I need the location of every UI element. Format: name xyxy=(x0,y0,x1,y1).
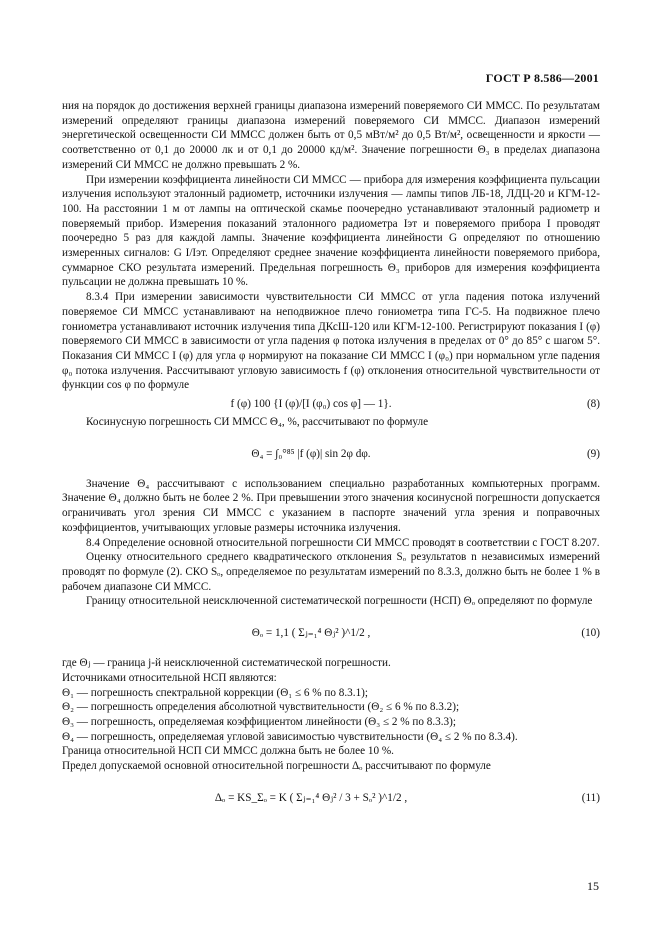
paragraph: Косинусную погрешность СИ ММСС Θ₄, %, рассчитывают по формуле xyxy=(86,416,429,429)
paragraph: Оценку относительного среднего квадратического отклонения Sₒ результатов n независимых измерений проводят по формуле (2). СКО Sₒ, определяемое по результатам измерений по 8.3.3, должно быть не более 1 % в рабочем диапазоне СИ ММСС. xyxy=(62,551,600,593)
paragraph: Источниками относительной НСП являются: xyxy=(62,671,277,684)
equation-number: (8) xyxy=(586,398,600,411)
list-item: Θ₂ — погрешность определения абсолютной чувствительности (Θ₂ ≤ 6 % по 8.3.2); xyxy=(62,701,460,714)
list-item: Θ₄ — погрешность, определяемая угловой зависимостью чувствительности (Θ₄ ≤ 2 % по 8.3.4). xyxy=(62,730,518,743)
page-body xyxy=(62,99,600,821)
paragraph: 8.3.4 При измерении зависимости чувствительности СИ ММСС от угла падения потока излучений поверяемое СИ ММСС устанавливают на неподвижное плечо гониометра типа ГС-5. На подвижное плечо гониометра устанавливают источник излучения типа ДКсШ-120 или КГМ-12-100. Регистрируют показания I (φ) поверяемого СИ ММСС в зависимости от угла падения φ потока излучения в пределах от 0° до 85° с шагом 5°. Показания СИ ММСС I (φ) для угла φ нормируют на показание СИ ММСС I (φ₀) при нормальном угле падения φ₀ потока излучения. Рассчитывают угловую зависимость f (φ) отклонения относительной чувствительности от функции cos φ по формуле xyxy=(62,291,600,392)
list-item: Θ₁ — погрешность спектральной коррекции (Θ₁ ≤ 6 % по 8.3.1); xyxy=(62,686,368,699)
equation-10 xyxy=(62,613,600,653)
equation-formula: Θₒ = 1,1 ( Σⱼ₌₁⁴ Θⱼ² )^1/2 , xyxy=(251,627,371,640)
equation-formula: Θ₄ = ∫₀°⁸⁵ |f (φ)| sin 2φ dφ. xyxy=(251,447,371,460)
page-number: 15 xyxy=(587,879,599,893)
paragraph: ния на порядок до достижения верхней границы диапазона измерений поверяемого СИ ММСС. По результатам измерений определяют границы диапазона измерений поверяемого СИ ММСС. Диапазон измерений энергетической освещенности СИ ММСС должен быть от 0,5 мВт/м² до 0,5 Вт/м², освещенности и яркости — соответственно от 0,1 до 20000 лк и от 0,1 до 20000 кд/м². Значение погрешности Θ₃ в пределах диапазона измерений СИ ММСС не должно превышать 2 %. xyxy=(62,100,600,171)
equation-8 xyxy=(62,397,600,412)
paragraph: Граница относительной НСП СИ ММСС должна быть не более 10 %. xyxy=(62,745,394,758)
paragraph: При измерении коэффициента линейности СИ ММСС — прибора для измерения коэффициента пульсации излучения используют эталонный радиометр, источники излучения — лампы типов ЛБ-18, ЛДЦ-20 и КГМ-12-100. На расстоянии 1 м от лампы на оптической скамье поочередно устанавливают эталонный радиометр и поверяемый прибор. Измерения показаний эталонного радиометра Iэт и поверяемого прибора I проводят поочередно 5 раз для каждой лампы. Значение коэффициента линейности G определяют по отношению измеренных сигналов: G I/Iэт. Определяют среднее значение коэффициента линейности поверяемого прибора, суммарное СКО результата измерений. Предельная погрешность Θ₃ приборов для измерения коэффициента пульсации не должна превышать 10 %. xyxy=(62,173,600,289)
equation-number: (10) xyxy=(581,627,600,640)
paragraph: 8.4 Определение основной относительной погрешности СИ ММСС проводят в соответствии с ГОСТ 8.207. xyxy=(86,536,600,549)
paragraph: Значение Θ₄ рассчитывают с использованием специально разработанных компьютерных программ. Значение Θ₄ должно быть не более 2 %. При превышении этого значения косинусной погрешности допускается ограничивать угол зрения СИ ММСС с указанием в паспорте значений угла зрения и поправочных коэффициентов, учитывающих угловые размеры источника излучения. xyxy=(62,477,600,534)
equation-9 xyxy=(62,434,600,474)
equation-number: (11) xyxy=(581,791,600,804)
equation-11 xyxy=(62,778,600,818)
nsp-sources-list xyxy=(62,686,600,745)
paragraph: Предел допускаемой основной относительной погрешности Δₒ рассчитывают по формуле xyxy=(62,760,491,773)
paragraph: Границу относительной неисключенной систематической погрешности (НСП) Θₒ определяют по формуле xyxy=(86,595,593,608)
list-item: Θ₃ — погрешность, определяемая коэффициентом линейности (Θ₃ ≤ 2 % по 8.3.3); xyxy=(62,715,456,728)
equation-formula: f (φ) 100 {I (φ)/[I (φ₀) cos φ] — 1}. xyxy=(230,398,392,411)
paragraph: где Θⱼ — граница j-й неисключенной систематической погрешности. xyxy=(62,657,391,670)
standard-header: ГОСТ Р 8.586—2001 xyxy=(485,71,599,85)
equation-formula: Δₒ = KS_Σₒ = K ( Σⱼ₌₁⁴ Θⱼ² / 3 + Sₒ² )^1/2 , xyxy=(214,791,408,804)
equation-number: (9) xyxy=(586,447,600,460)
